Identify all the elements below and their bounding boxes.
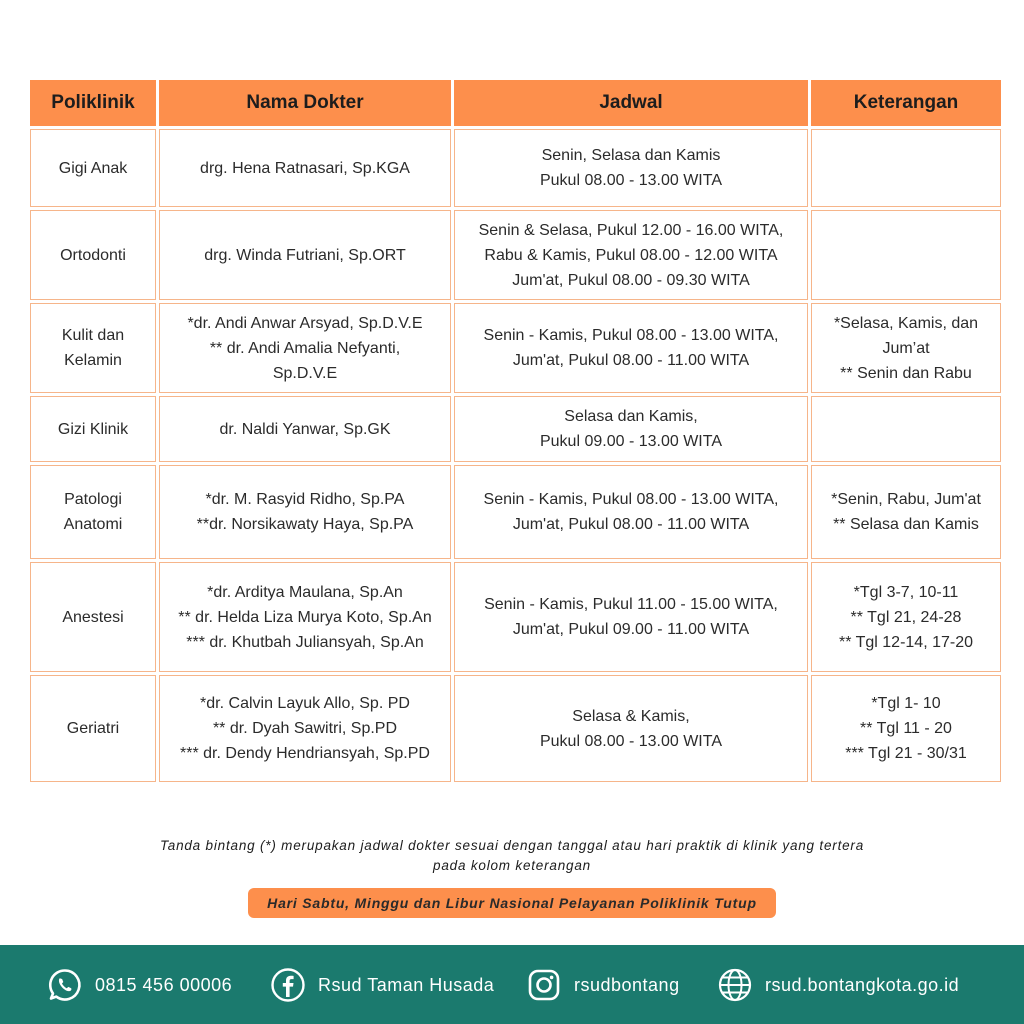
remarks-cell-line: ** Tgl 11 - 20 — [860, 720, 952, 737]
schedule-cell-line: Pukul 08.00 - 13.00 WITA — [539, 172, 722, 189]
remarks-cell-line: *Selasa, Kamis, dan — [833, 314, 979, 332]
doctor-cell-line: *** dr. Khutbah Juliansyah, Sp.An — [186, 633, 424, 651]
globe-icon — [717, 967, 753, 1003]
schedule-cell-line: Pukul 08.00 - 13.00 WITA — [539, 732, 722, 750]
remarks-cell-line: *Tgl 1- 10 — [871, 695, 941, 712]
remarks-cell-line: ** Tgl 21, 24-28 — [850, 608, 962, 626]
doctor-cell-line: **dr. Norsikawaty Haya, Sp.PA — [196, 516, 414, 533]
remarks-cell — [811, 562, 1001, 672]
schedule-cell-line: Senin - Kamis, Pukul 11.00 - 15.00 WITA, — [484, 596, 778, 613]
schedule-cell-line: Selasa & Kamis, — [572, 707, 690, 725]
asterisk-note-line-2: pada kolom keterangan — [433, 858, 591, 873]
doctor-cell-line: ** dr. Helda Liza Murya Koto, Sp.An — [178, 608, 432, 626]
poliklinik-cell — [30, 396, 156, 462]
remarks-cell — [811, 129, 1001, 207]
header-keterangan: Keterangan — [811, 80, 1001, 126]
remarks-cell — [811, 675, 1001, 782]
poliklinik-cell — [30, 303, 156, 393]
doctor-cell-line: ** dr. Andi Amalia Nefyanti, — [209, 339, 401, 357]
remarks-cell — [811, 396, 1001, 462]
remarks-cell-line: ** Selasa dan Kamis — [833, 516, 979, 533]
doctor-cell — [159, 303, 451, 393]
poliklinik-cell-line: Ortodonti — [60, 246, 126, 264]
schedule-cell — [454, 396, 808, 462]
schedule-cell — [454, 210, 808, 300]
contact-instagram[interactable] — [526, 967, 680, 1003]
remarks-cell — [811, 465, 1001, 559]
poliklinik-cell — [30, 465, 156, 559]
schedule-cell-line: Jum'at, Pukul 09.00 - 11.00 WITA — [512, 621, 750, 638]
doctor-cell-line: *dr. Andi Anwar Arsyad, Sp.D.V.E — [187, 314, 423, 332]
header-nama-dokter: Nama Dokter — [159, 80, 451, 126]
doctor-cell-line: Sp.D.V.E — [272, 364, 338, 382]
doctor-cell-line: drg. Winda Futriani, Sp.ORT — [204, 246, 406, 264]
doctor-cell-line: *** dr. Dendy Hendriansyah, Sp.PD — [180, 745, 430, 762]
contact-footer — [0, 945, 1024, 1024]
schedule-cell-line: Jum'at, Pukul 08.00 - 09.30 WITA — [512, 271, 750, 289]
contact-phone[interactable] — [47, 967, 232, 1003]
contact-facebook[interactable] — [270, 967, 494, 1003]
header-poliklinik: Poliklinik — [30, 80, 156, 126]
poliklinik-cell-line: Kelamin — [64, 352, 122, 369]
poliklinik-cell-line: Anatomi — [63, 516, 123, 533]
doctor-cell — [159, 210, 451, 300]
schedule-cell-line: Jum'at, Pukul 08.00 - 11.00 WITA — [512, 516, 750, 533]
schedule-cell-line: Jum'at, Pukul 08.00 - 11.00 WITA — [512, 352, 750, 369]
whatsapp-icon — [47, 967, 83, 1003]
poliklinik-cell-line: Geriatri — [66, 720, 120, 737]
schedule-cell — [454, 303, 808, 393]
phone-number: 0815 456 00006 — [95, 974, 233, 995]
schedule-cell-line: Rabu & Kamis, Pukul 08.00 - 12.00 WITA — [484, 246, 778, 264]
schedule-cell-line: Selasa dan Kamis, — [564, 408, 698, 425]
contact-website[interactable] — [717, 967, 959, 1003]
doctor-cell-line: *dr. Calvin Layuk Allo, Sp. PD — [200, 695, 410, 712]
poliklinik-cell-line: Gizi Klinik — [57, 420, 129, 438]
facebook-icon — [270, 967, 306, 1003]
schedule-cell — [454, 465, 808, 559]
schedule-cell-line: Senin, Selasa dan Kamis — [541, 147, 721, 164]
instagram-icon — [526, 967, 562, 1003]
schedule-cell — [454, 675, 808, 782]
remarks-cell — [811, 303, 1001, 393]
schedule-cell-line: Senin & Selasa, Pukul 12.00 - 16.00 WITA, — [478, 221, 784, 239]
schedule-cell — [454, 562, 808, 672]
header-jadwal: Jadwal — [454, 80, 808, 126]
website-url: rsud.bontangkota.go.id — [765, 974, 960, 995]
poliklinik-cell — [30, 562, 156, 672]
asterisk-note-line-1: Tanda bintang (*) merupakan jadwal dokter sesuai dengan tanggal atau hari praktik di klinik yang tertera — [159, 838, 865, 853]
poliklinik-cell — [30, 675, 156, 782]
doctor-cell-line: dr. Naldi Yanwar, Sp.GK — [219, 420, 391, 438]
schedule-table — [30, 80, 994, 782]
doctor-cell-line: ** dr. Dyah Sawitri, Sp.PD — [212, 720, 398, 737]
remarks-cell — [811, 210, 1001, 300]
doctor-cell-line: *dr. M. Rasyid Ridho, Sp.PA — [205, 491, 405, 508]
doctor-cell — [159, 396, 451, 462]
remarks-cell-line: *** Tgl 21 - 30/31 — [845, 745, 967, 762]
doctor-cell — [159, 562, 451, 672]
poliklinik-cell — [30, 129, 156, 207]
poliklinik-cell-line: Anestesi — [62, 608, 124, 626]
remarks-cell-line: Jum’at — [882, 339, 930, 357]
schedule-cell-line: Senin - Kamis, Pukul 08.00 - 13.00 WITA, — [483, 327, 779, 344]
schedule-cell — [454, 129, 808, 207]
facebook-name: Rsud Taman Husada — [318, 974, 495, 995]
poliklinik-cell-line: Gigi Anak — [58, 159, 128, 177]
closed-notice-banner: Hari Sabtu, Minggu dan Libur Nasional Pelayanan Poliklinik Tutup — [248, 888, 776, 918]
remarks-cell-line: *Senin, Rabu, Jum'at — [831, 491, 981, 508]
doctor-cell — [159, 129, 451, 207]
doctor-cell — [159, 465, 451, 559]
poliklinik-cell-line: Kulit dan — [61, 327, 125, 344]
doctor-cell — [159, 675, 451, 782]
instagram-handle: rsudbontang — [574, 974, 680, 995]
doctor-cell-line: *dr. Arditya Maulana, Sp.An — [207, 583, 403, 601]
schedule-cell-line: Pukul 09.00 - 13.00 WITA — [539, 433, 722, 450]
poliklinik-cell — [30, 210, 156, 300]
remarks-cell-line: ** Senin dan Rabu — [840, 364, 972, 382]
poliklinik-cell-line: Patologi — [64, 491, 122, 508]
schedule-cell-line: Senin - Kamis, Pukul 08.00 - 13.00 WITA, — [483, 491, 779, 508]
remarks-cell-line: *Tgl 3-7, 10-11 — [853, 583, 959, 601]
doctor-cell-line: drg. Hena Ratnasari, Sp.KGA — [200, 159, 410, 177]
remarks-cell-line: ** Tgl 12-14, 17-20 — [838, 633, 973, 651]
